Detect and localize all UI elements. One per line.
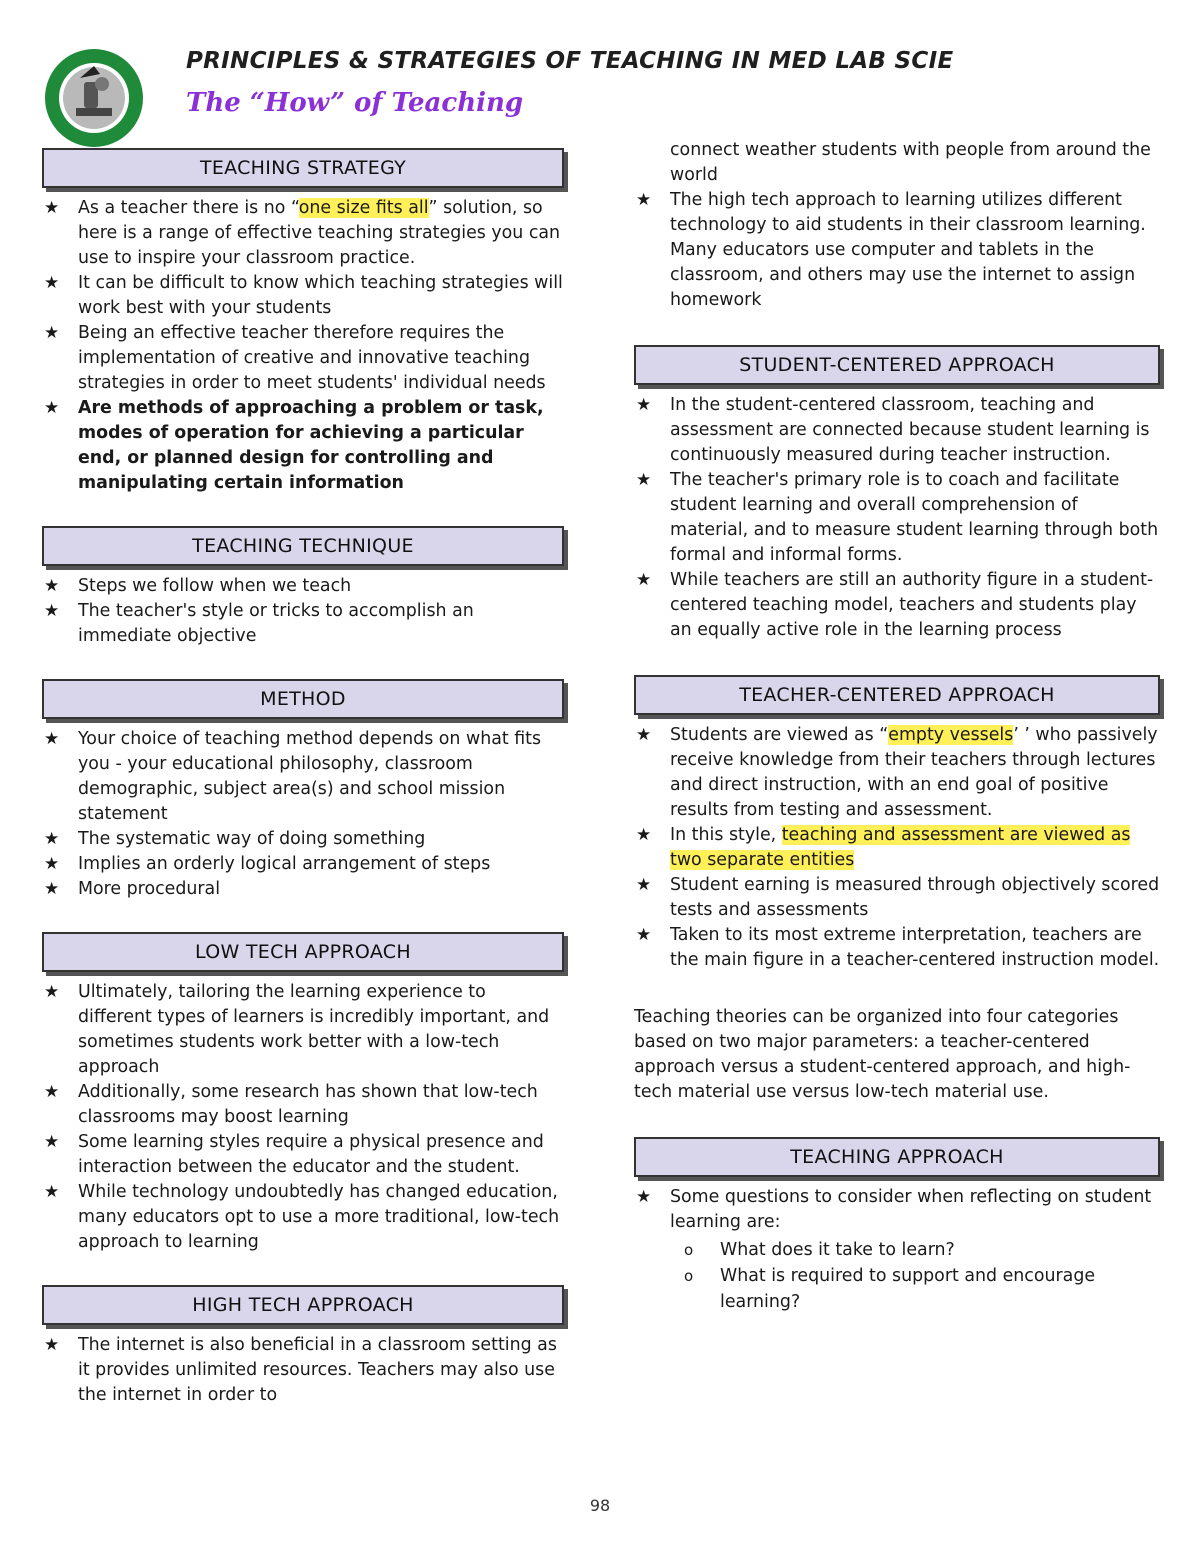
list-item: ★ Steps we follow when we teach: [42, 574, 564, 599]
sub-list-item: o What does it take to learn?: [670, 1237, 1160, 1263]
sub-question-list: [670, 1237, 1160, 1315]
list-item: ★ Some questions to consider when reflecting on student learning are: o What does it take to learn? o What is required to support and encourage learning?: [634, 1185, 1160, 1315]
heading-teaching-technique: TEACHING TECHNIQUE: [42, 526, 564, 566]
star-bullet-icon: ★: [636, 190, 652, 210]
high-tech-list: [42, 1333, 564, 1408]
list-item: ★ As a teacher there is no “one size fits all” solution, so here is a range of effective teaching strategies you can use to inspire your classroom practice.: [44, 198, 561, 268]
list-item: ★ Your choice of teaching method depends on what fits you - your educational philosophy, classroom demographic, subject area(s) and school mission statement: [44, 729, 542, 824]
list-item: ★ Students are viewed as “empty vessels’ ’ who passively receive knowledge from their teachers through lectures and direct instruction, with an end goal of positive results from testing and assessment.: [636, 725, 1158, 820]
list-item: ★ In this style, teaching and assessment are viewed as two separate entities: [636, 825, 1131, 870]
star-bullet-icon: ★: [44, 1335, 60, 1355]
highlight: teaching and assessment are viewed as two separate entities: [670, 825, 1131, 870]
star-bullet-icon: ★: [44, 854, 60, 874]
star-bullet-icon: ★: [44, 576, 60, 596]
star-bullet-icon: ★: [44, 601, 60, 621]
theories-paragraph: Teaching theories can be organized into four categories based on two major parameters: a teacher-centered approach versus a student-centered approach, and high-tech material use versus low-tech material use.: [634, 1007, 1131, 1102]
list-item-continued: connect weather students with people from around the world: [670, 140, 1151, 185]
document-title: PRINCIPLES & STRATEGIES OF TEACHING IN MED LAB SCIE: [186, 48, 954, 74]
star-bullet-icon: ★: [44, 879, 60, 899]
document-subtitle: The “How” of Teaching: [186, 88, 524, 118]
heading-low-tech-approach: LOW TECH APPROACH: [42, 932, 564, 972]
star-bullet-icon: ★: [636, 725, 652, 745]
teaching-approach-list: [634, 1185, 1160, 1315]
list-item: ★ Taken to its most extreme interpretation, teachers are the main figure in a teacher-centered instruction model.: [636, 925, 1160, 970]
list-item: ★ It can be difficult to know which teaching strategies will work best with your students: [44, 273, 563, 318]
page-number: 98: [589, 1496, 611, 1515]
teaching-technique-list: [42, 574, 564, 649]
heading-method: METHOD: [42, 679, 564, 719]
student-centered-list: [634, 393, 1160, 643]
heading-high-tech-approach: HIGH TECH APPROACH: [42, 1285, 564, 1325]
list-item: ★ Implies an orderly logical arrangement of steps: [42, 852, 564, 877]
right-column: [634, 138, 1160, 1315]
star-bullet-icon: ★: [636, 470, 652, 490]
star-bullet-icon: ★: [44, 398, 60, 418]
list-item: ★ While technology undoubtedly has changed education, many educators opt to use a more traditional, low-tech approach to learning: [44, 1182, 560, 1252]
list-item: ★ The internet is also beneficial in a classroom setting as it provides unlimited resources. Teachers may also use the internet in order to: [44, 1335, 557, 1405]
star-bullet-icon: ★: [44, 1182, 60, 1202]
method-list: [42, 727, 564, 902]
star-bullet-icon: ★: [44, 729, 60, 749]
star-bullet-icon: ★: [44, 198, 60, 218]
list-item: ★ Are methods of approaching a problem or task, modes of operation for achieving a particular end, or planned design for controlling and manipulating certain information: [44, 398, 544, 493]
teaching-strategy-list: [42, 196, 564, 496]
list-item: ★ Student earning is measured through objectively scored tests and assessments: [636, 875, 1160, 920]
sub-list-item: o What is required to support and encourage learning?: [670, 1263, 1160, 1315]
list-item: ★ More procedural: [42, 877, 564, 902]
highlight: empty vessels: [888, 725, 1014, 745]
list-item: ★ The teacher's primary role is to coach and facilitate student learning and overall comprehension of material, and to measure student learning through both formal and informal forms.: [636, 470, 1159, 565]
heading-teacher-centered-approach: TEACHER-CENTERED APPROACH: [634, 675, 1160, 715]
star-bullet-icon: ★: [44, 982, 60, 1002]
highlight: one size fits all: [298, 198, 429, 218]
high-tech-list-continued: [634, 138, 1160, 313]
list-item: ★ The teacher's style or tricks to accomplish an immediate objective: [44, 601, 474, 646]
star-bullet-icon: ★: [44, 1132, 60, 1152]
college-seal-logo: [44, 48, 144, 148]
heading-student-centered-approach: STUDENT-CENTERED APPROACH: [634, 345, 1160, 385]
heading-teaching-approach: TEACHING APPROACH: [634, 1137, 1160, 1177]
star-bullet-icon: ★: [636, 825, 652, 845]
star-bullet-icon: ★: [636, 875, 652, 895]
list-item: ★ Being an effective teacher therefore requires the implementation of creative and innovative teaching strategies in order to meet students' individual needs: [44, 323, 546, 393]
star-bullet-icon: ★: [636, 1187, 652, 1207]
star-bullet-icon: ★: [44, 323, 60, 343]
star-bullet-icon: ★: [636, 395, 652, 415]
circle-bullet-icon: o: [684, 1267, 694, 1285]
low-tech-list: [42, 980, 564, 1255]
star-bullet-icon: ★: [636, 570, 652, 590]
list-item: ★ The high tech approach to learning utilizes different technology to aid students in their classroom learning. Many educators use computer and tablets in the classroom, and others may use the internet to assign homework: [636, 190, 1146, 310]
list-item: ★ The systematic way of doing something: [42, 827, 564, 852]
star-bullet-icon: ★: [44, 829, 60, 849]
list-item: ★ In the student-centered classroom, teaching and assessment are connected because student learning is continuously measured during teacher instruction.: [636, 395, 1150, 465]
star-bullet-icon: ★: [636, 925, 652, 945]
teacher-centered-list: [634, 723, 1160, 973]
star-bullet-icon: ★: [44, 1082, 60, 1102]
left-column: [42, 148, 564, 1408]
list-item: ★ Additionally, some research has shown that low-tech classrooms may boost learning: [44, 1082, 538, 1127]
heading-teaching-strategy: TEACHING STRATEGY: [42, 148, 564, 188]
star-bullet-icon: ★: [44, 273, 60, 293]
circle-bullet-icon: o: [684, 1241, 694, 1259]
list-item: ★ Ultimately, tailoring the learning experience to different types of learners is incredibly important, and sometimes students work better with a low-tech approach: [44, 982, 550, 1077]
list-item: ★ While teachers are still an authority figure in a student-centered teaching model, teachers and students play an equally active role in the learning process: [636, 570, 1154, 640]
list-item: ★ Some learning styles require a physical presence and interaction between the educator and the student.: [44, 1132, 544, 1177]
